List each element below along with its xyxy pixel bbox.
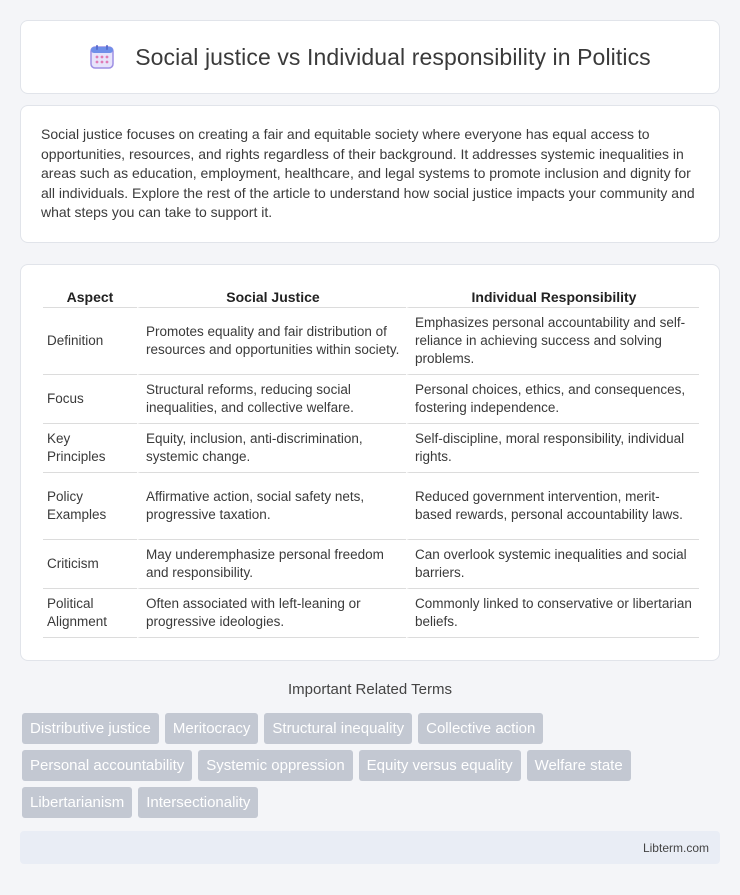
table-row <box>43 308 699 375</box>
related-terms-list <box>22 713 722 824</box>
row-social-justice: Equity, inclusion, anti-discrimination, systemic change. <box>137 424 406 473</box>
related-term-tag[interactable]: Systemic oppression <box>198 750 352 781</box>
page-title: Social justice vs Individual responsibility in Politics <box>135 43 651 70</box>
related-term-tag[interactable]: Personal accountability <box>22 750 192 781</box>
comparison-table-card <box>20 264 720 661</box>
row-individual-responsibility: Self-discipline, moral responsibility, individual rights. <box>406 424 699 473</box>
row-aspect: Focus <box>43 375 137 424</box>
intro-text: Social justice focuses on creating a fair and equitable society where everyone has equal access to opportunities, resources, and rights regardless of their background. It addresses systemic inequalities in areas such as education, employment, healthcare, and legal systems to promote inclusion and dignity for all individuals. Explore the rest of the article to understand how social justice impacts your community and what steps you can take to support it. <box>41 126 695 220</box>
row-social-justice: Structural reforms, reducing social inequalities, and collective welfare. <box>137 375 406 424</box>
row-aspect: Key Principles <box>43 424 137 473</box>
row-individual-responsibility: Can overlook systemic inequalities and social barriers. <box>406 540 699 589</box>
row-individual-responsibility: Personal choices, ethics, and consequences, fostering independence. <box>406 375 699 424</box>
header-social-justice: Social Justice <box>137 286 406 308</box>
header-individual-responsibility: Individual Responsibility <box>406 286 699 308</box>
related-term-tag[interactable]: Libertarianism <box>22 787 132 818</box>
row-individual-responsibility: Commonly linked to conservative or libertarian beliefs. <box>406 589 699 638</box>
header-aspect: Aspect <box>43 286 137 308</box>
related-term-tag[interactable]: Structural inequality <box>264 713 412 744</box>
row-individual-responsibility: Reduced government intervention, merit-based rewards, personal accountability laws. <box>406 473 699 540</box>
intro-card <box>20 105 720 243</box>
row-social-justice: Affirmative action, social safety nets, progressive taxation. <box>137 473 406 540</box>
related-terms-title: Important Related Terms <box>288 681 452 698</box>
row-aspect: Definition <box>43 308 137 375</box>
related-term-tag[interactable]: Intersectionality <box>138 787 258 818</box>
row-social-justice: Promotes equality and fair distribution of resources and opportunities within society. <box>137 308 406 375</box>
related-term-tag[interactable]: Meritocracy <box>165 713 259 744</box>
header-card <box>20 20 720 94</box>
row-aspect: Criticism <box>43 540 137 589</box>
row-aspect: Policy Examples <box>43 473 137 540</box>
related-term-tag[interactable]: Equity versus equality <box>359 750 521 781</box>
footer-site-link[interactable]: Libterm.com <box>642 840 709 855</box>
table-row <box>43 540 699 589</box>
table-row <box>43 424 699 473</box>
related-term-tag[interactable]: Collective action <box>418 713 543 744</box>
row-individual-responsibility: Emphasizes personal accountability and self-reliance in achieving success and solving problems. <box>406 308 699 375</box>
row-social-justice: Often associated with left-leaning or progressive ideologies. <box>137 589 406 638</box>
comparison-table <box>43 286 699 638</box>
row-social-justice: May underemphasize personal freedom and responsibility. <box>137 540 406 589</box>
row-aspect: Political Alignment <box>43 589 137 638</box>
table-row <box>43 473 699 540</box>
related-term-tag[interactable]: Distributive justice <box>22 713 159 744</box>
table-header-row <box>43 286 699 308</box>
table-row <box>43 589 699 638</box>
calendar-grid-icon <box>89 44 115 70</box>
table-row <box>43 375 699 424</box>
footer <box>20 831 720 864</box>
related-term-tag[interactable]: Welfare state <box>527 750 631 781</box>
